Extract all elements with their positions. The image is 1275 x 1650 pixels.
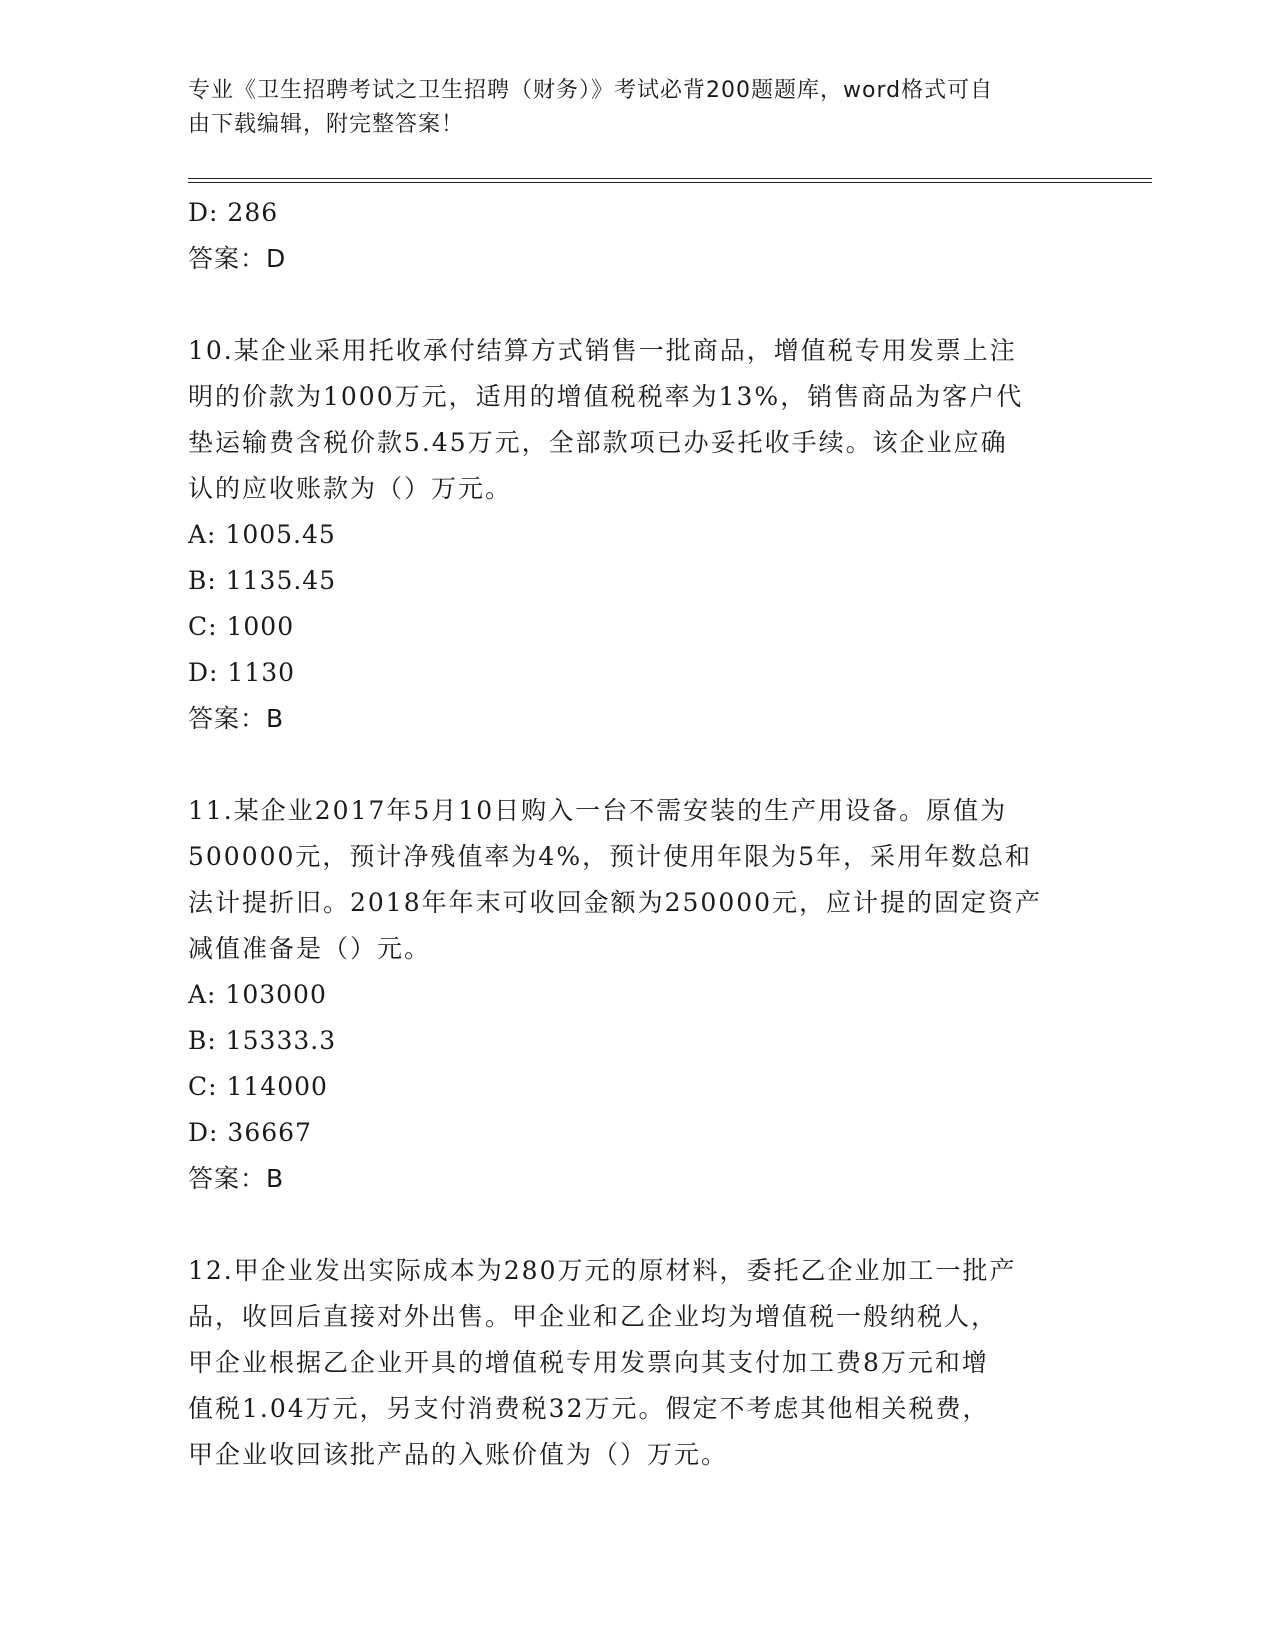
question-12: [188, 1248, 1088, 1478]
spacer: [188, 1202, 1088, 1248]
answer: 答案：B: [188, 704, 285, 733]
document-body: [188, 190, 1088, 1478]
header-line-2: 由下载编辑，附完整答案！: [188, 112, 465, 137]
answer: 答案：B: [188, 1164, 285, 1193]
header-line-1: 专业《卫生招聘考试之卫生招聘（财务）》考试必背200题题库，word格式可自: [188, 78, 994, 103]
page-header: [188, 74, 1068, 142]
option-c: C: 114000: [188, 1072, 328, 1101]
spacer: [188, 282, 1088, 328]
question-stem-line: 10.某企业采用托收承付结算方式销售一批商品，增值税专用发票上注: [188, 336, 1017, 365]
option-d: D: 1130: [188, 658, 296, 687]
option-c: C: 1000: [188, 612, 295, 641]
question-stem-line: 12.甲企业发出实际成本为280万元的原材料，委托乙企业加工一批产: [188, 1256, 1017, 1285]
question-stem-line: 垫运输费含税价款5.45万元，全部款项已办妥托收手续。该企业应确: [188, 428, 1008, 457]
question-stem-line: 认的应收账款为（）万元。: [188, 474, 513, 503]
option-d: D: 36667: [188, 1118, 312, 1147]
option-a: A: 103000: [188, 980, 327, 1009]
question-stem-line: 11.某企业2017年5月10日购入一台不需安装的生产用设备。原值为: [188, 796, 1008, 825]
answer: 答案：D: [188, 244, 287, 273]
option-b: B: 15333.3: [188, 1026, 337, 1055]
previous-question-tail: [188, 190, 1088, 282]
question-10: [188, 328, 1088, 742]
question-stem-line: 甲企业收回该批产品的入账价值为（）万元。: [188, 1440, 729, 1469]
option-a: A: 1005.45: [188, 520, 336, 549]
question-stem-line: 品，收回后直接对外出售。甲企业和乙企业均为增值税一般纳税人，: [188, 1302, 999, 1331]
question-stem-line: 明的价款为1000万元，适用的增值税税率为13%，销售商品为客户代: [188, 382, 1024, 411]
question-stem-line: 法计提折旧。2018年年末可收回金额为250000元，应计提的固定资产: [188, 888, 1043, 917]
question-11: [188, 788, 1088, 1202]
spacer: [188, 742, 1088, 788]
question-stem-line: 甲企业根据乙企业开具的增值税专用发票向其支付加工费8万元和增: [188, 1348, 989, 1377]
question-stem-line: 值税1.04万元，另支付消费税32万元。假定不考虑其他相关税费，: [188, 1394, 990, 1423]
option-d: D: 286: [188, 198, 279, 227]
option-b: B: 1135.45: [188, 566, 337, 595]
header-double-rule: [188, 178, 1152, 183]
question-stem-line: 500000元，预计净残值率为4%，预计使用年限为5年，采用年数总和: [188, 842, 1033, 871]
question-stem-line: 减值准备是（）元。: [188, 934, 432, 963]
